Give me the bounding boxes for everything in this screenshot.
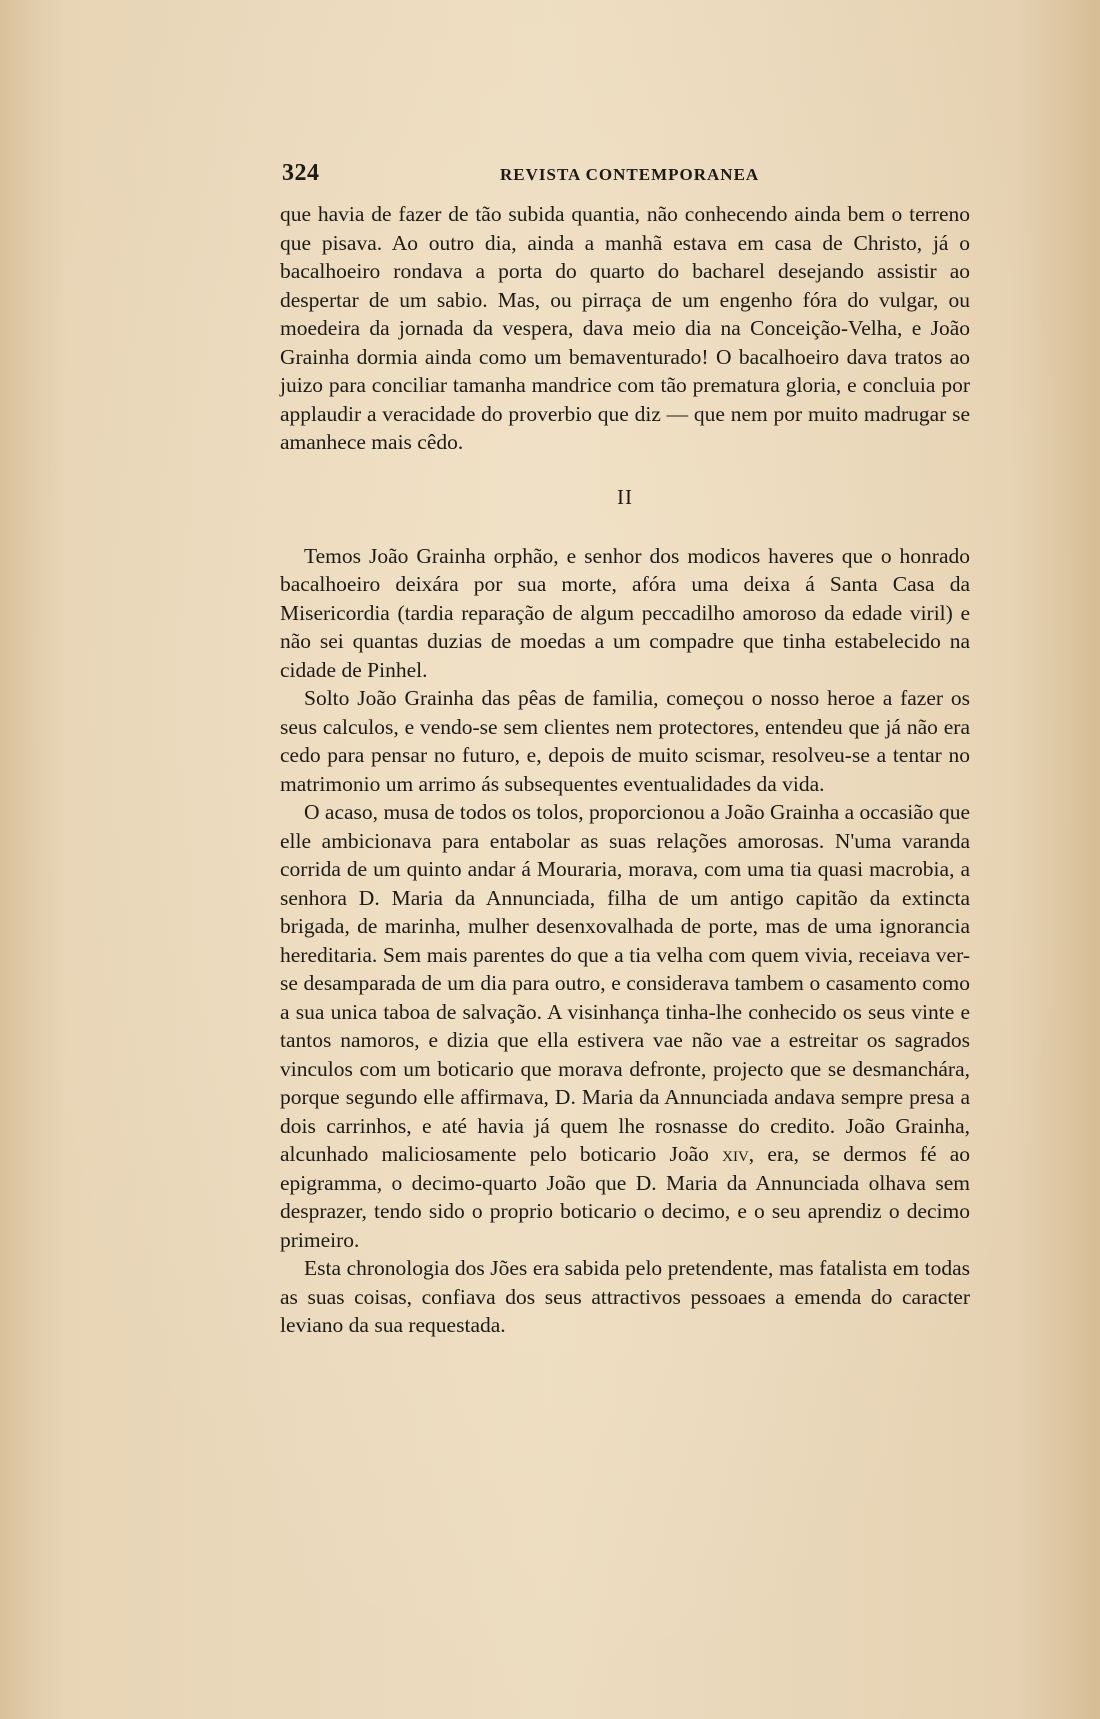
paragraph-continued: que havia de fazer de tão subida quantia, não conhecendo ainda bem o terreno que pisava. Ao outro dia, ainda a manhã estava em casa de Christo, já o bacalhoeiro rondava a porta do quarto do bacharel desejando assistir ao despertar de um sabio. Mas, ou pirraça de um engenho fóra do vulgar, ou moedeira da jornada da vespera, dava meio dia na Conceição-Velha, e João Grainha dormia ainda como um bemaventurado! O bacalhoeiro dava tratos ao juizo para conciliar tamanha mandrice com tão prematura gloria, e concluia por applaudir a veracidade do proverbio que diz — que nem por muito madrugar se amanhece mais cêdo. [280,202,970,454]
paragraph-text: O acaso, musa de todos os tolos, proporcionou a João Grainha a occasião que elle ambicionava para entabolar as suas relações amorosas. N'uma varanda corrida de um quinto andar á Mouraria, morava, com uma tia quasi macrobia, a senhora D. Maria da Annunciada, filha de um antigo capitão da extincta brigada, de marinha, mulher desenxovalhada de porte, mas de uma ignorancia hereditaria. Sem mais parentes do que a tia velha com quem vivia, receiava ver-se desamparada de um dia para outro, e considerava tambem o casamento como a sua unica taboa de salvação. A visinhança tinha-lhe conhecido os seus vinte e tantos namoros, e dizia que ella estivera vae não vae a estreitar os sagrados vinculos com um boticario que morava defronte, projecto que se desmanchára, porque segundo elle affirmava, D. Maria da Annunciada andava sempre presa a dois carrinhos, e até havia já quem lhe rosnasse do credito. João Grainha, alcunhado maliciosamente pelo boticario João [280,800,970,1166]
paragraph: Temos João Grainha orphão, e senhor dos modicos haveres que o honrado bacalhoeiro deixára por sua morte, afóra uma deixa á Santa Casa da Misericordia (tardia reparação de algum peccadilho amoroso da edade viril) e não sei quantas duzias de moedas a um compadre que tinha estabelecido na cidade de Pinhel. [280,543,970,682]
regnal-numeral: xiv [722,1142,749,1166]
paragraph-text: , era, se dermos fé ao epigramma, o decimo-quarto João que D. Maria da Annunciada olhava sem desprazer, tendo sido o proprio boticario o decimo, e o seu aprendiz o decimo primeiro. [280,1142,970,1252]
page-header [280,160,970,200]
paragraph: Solto João Grainha das pêas de familia, começou o nosso heroe a fazer os seus calculos, e vendo-se sem clientes nem protectores, entendeu que já não era cedo para pensar no futuro, e, depois de muito scismar, resolveu-se a tentar no matrimonio um arrimo ás subsequentes eventualidades da vida. [280,686,970,796]
paragraph: Esta chronologia dos Jões era sabida pelo pretendente, mas fatalista em todas as suas coisas, confiava dos seus attractivos pessoaes a emenda do caracter leviano da sua requestada. [280,1256,970,1337]
section-heading: II [617,484,633,509]
page-number: 324 [282,160,320,186]
paragraph [280,798,970,1254]
running-title: REVISTA CONTEMPORANEA [500,165,760,184]
text-block [280,160,970,1340]
